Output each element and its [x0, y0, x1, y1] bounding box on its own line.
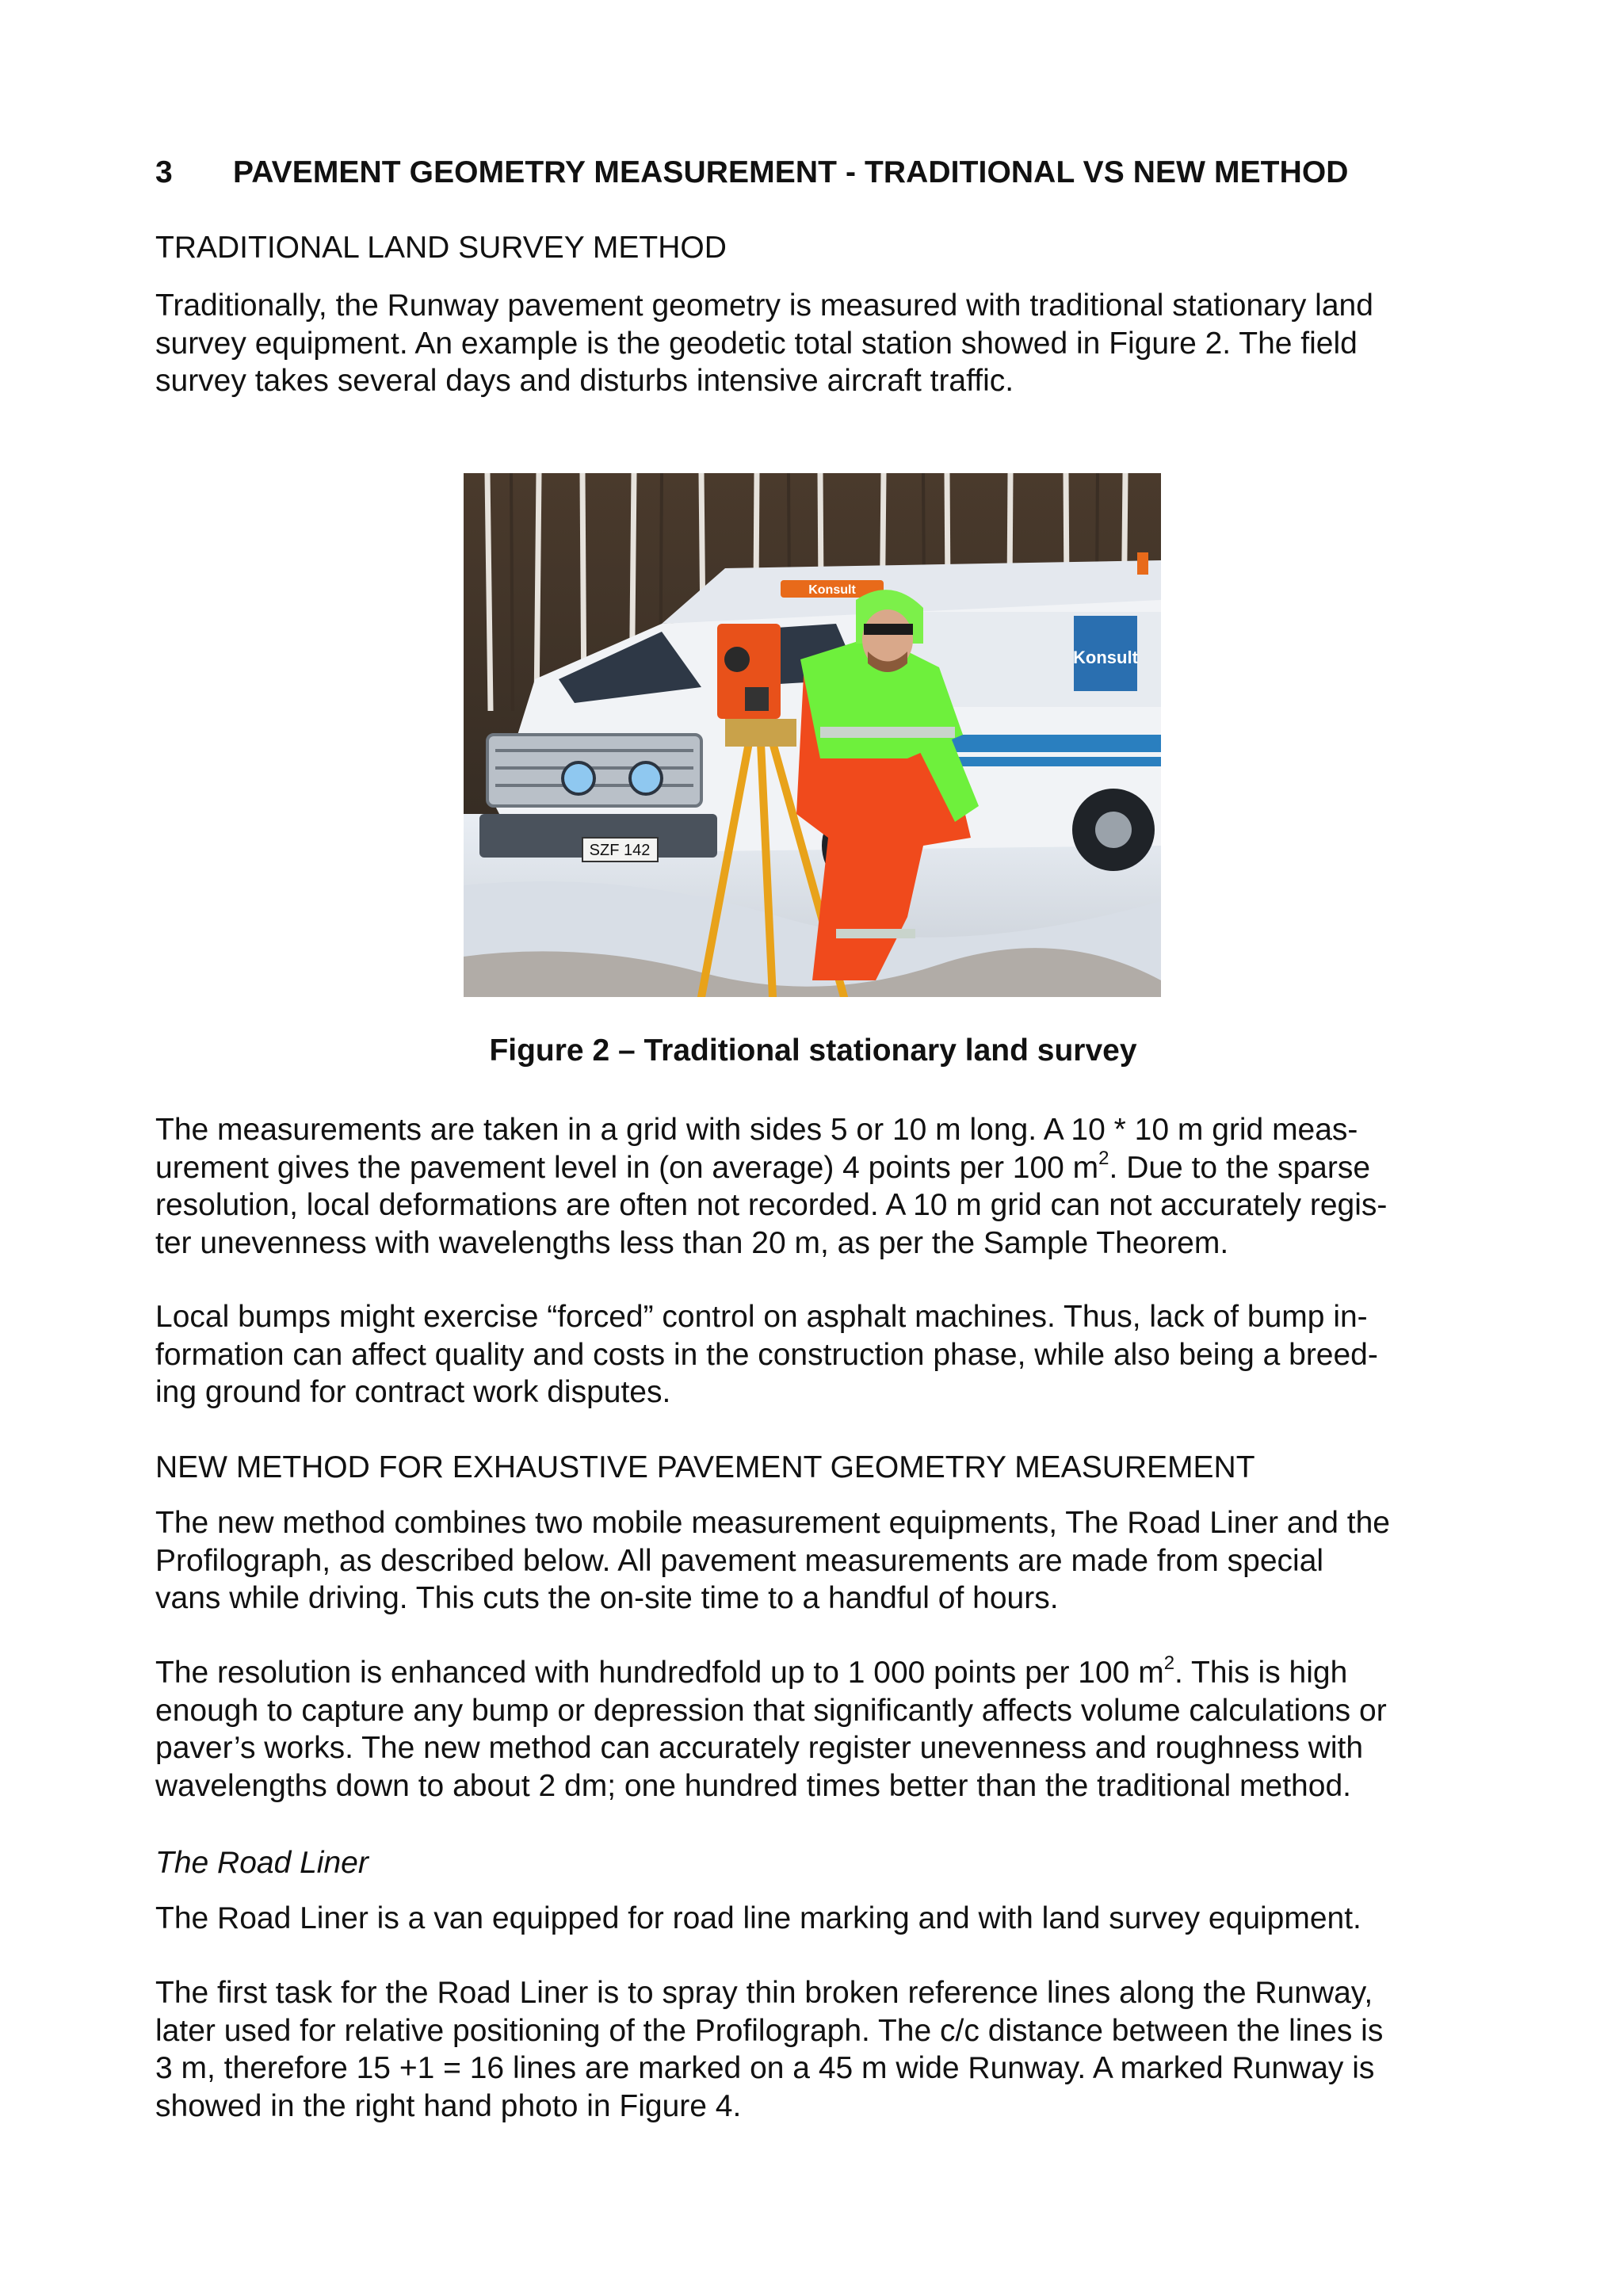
traditional-intro	[155, 287, 1471, 400]
text-line: survey equipment. An example is the geodetic total station showed in Figure 2. The field	[155, 326, 1358, 361]
text-line: survey takes several days and disturbs intensive aircraft traffic.	[155, 364, 1014, 398]
text-line: Local bumps might exercise “forced” control on asphalt machines. Thus, lack of bump in-	[155, 1300, 1368, 1334]
section-heading	[155, 155, 1349, 190]
text-line: later used for relative positioning of the Profilograph. The c/c distance between the lines is	[155, 2013, 1384, 2048]
section-title: PAVEMENT GEOMETRY MEASUREMENT - TRADITIONAL VS NEW METHOD	[233, 155, 1349, 189]
text-line: enough to capture any bump or depression that significantly affects volume calculations or	[155, 1693, 1387, 1728]
text-line	[155, 1149, 1471, 1187]
text-line: paver’s works. The new method can accurately register unevenness and roughness with	[155, 1731, 1364, 1765]
text-line: The first task for the Road Liner is to spray thin broken reference lines along the Runway,	[155, 1976, 1373, 2010]
truck-side-logo: Konsult	[1073, 648, 1138, 667]
text-line: 3 m, therefore 15 +1 = 16 lines are marked on a 45 m wide Runway. A marked Runway is	[155, 2051, 1375, 2085]
text-line: showed in the right hand photo in Figure 4.	[155, 2088, 742, 2123]
new-method-intro	[155, 1504, 1471, 1618]
license-plate: SZF 142	[589, 842, 651, 859]
road-liner-heading: The Road Liner	[155, 1846, 369, 1880]
text-run: . Due to the sparse	[1109, 1150, 1371, 1185]
text-line	[155, 1654, 1471, 1692]
new-method-heading: NEW METHOD FOR EXHAUSTIVE PAVEMENT GEOMETRY MEASUREMENT	[155, 1450, 1255, 1484]
section-number: 3	[155, 155, 173, 189]
survey-photo	[464, 473, 1161, 997]
resolution-paragraph	[155, 1654, 1471, 1805]
traditional-heading: TRADITIONAL LAND SURVEY METHOD	[155, 231, 727, 265]
text-line: wavelengths down to about 2 dm; one hundred times better than the traditional method.	[155, 1768, 1351, 1803]
superscript: 2	[1098, 1147, 1109, 1169]
road-liner-paragraph	[155, 1974, 1471, 2125]
text-line: The measurements are taken in a grid with sides 5 or 10 m long. A 10 * 10 m grid meas-	[155, 1113, 1358, 1147]
superscript: 2	[1163, 1652, 1175, 1674]
text-line: The new method combines two mobile measurement equipments, The Road Liner and the	[155, 1506, 1390, 1540]
bumps-paragraph	[155, 1298, 1471, 1412]
text-line: ing ground for contract work disputes.	[155, 1375, 671, 1409]
text-run: urement gives the pavement level in (on average) 4 points per 100 m	[155, 1150, 1099, 1185]
text-line: The Road Liner is a van equipped for road line marking and with land survey equipment.	[155, 1901, 1361, 1935]
figure-caption: Figure 2 – Traditional stationary land survey	[489, 1033, 1137, 1068]
text-line: Traditionally, the Runway pavement geometry is measured with traditional stationary land	[155, 288, 1373, 323]
text-line: formation can affect quality and costs in the construction phase, while also being a breed-	[155, 1337, 1378, 1372]
text-line: resolution, local deformations are often not recorded. A 10 m grid can not accurately regis-	[155, 1188, 1388, 1222]
grid-paragraph	[155, 1111, 1471, 1262]
text-run: . This is high	[1174, 1656, 1348, 1690]
text-line: vans while driving. This cuts the on-site time to a handful of hours.	[155, 1581, 1059, 1615]
text-line: ter unevenness with wavelengths less than 20 m, as per the Sample Theorem.	[155, 1225, 1229, 1260]
text-line: Profilograph, as described below. All pavement measurements are made from special	[155, 1543, 1324, 1578]
text-run: The resolution is enhanced with hundredfold up to 1 000 points per 100 m	[155, 1656, 1164, 1690]
road-liner-intro	[155, 1900, 1471, 1938]
truck-roof-logo: Konsult	[808, 583, 856, 597]
